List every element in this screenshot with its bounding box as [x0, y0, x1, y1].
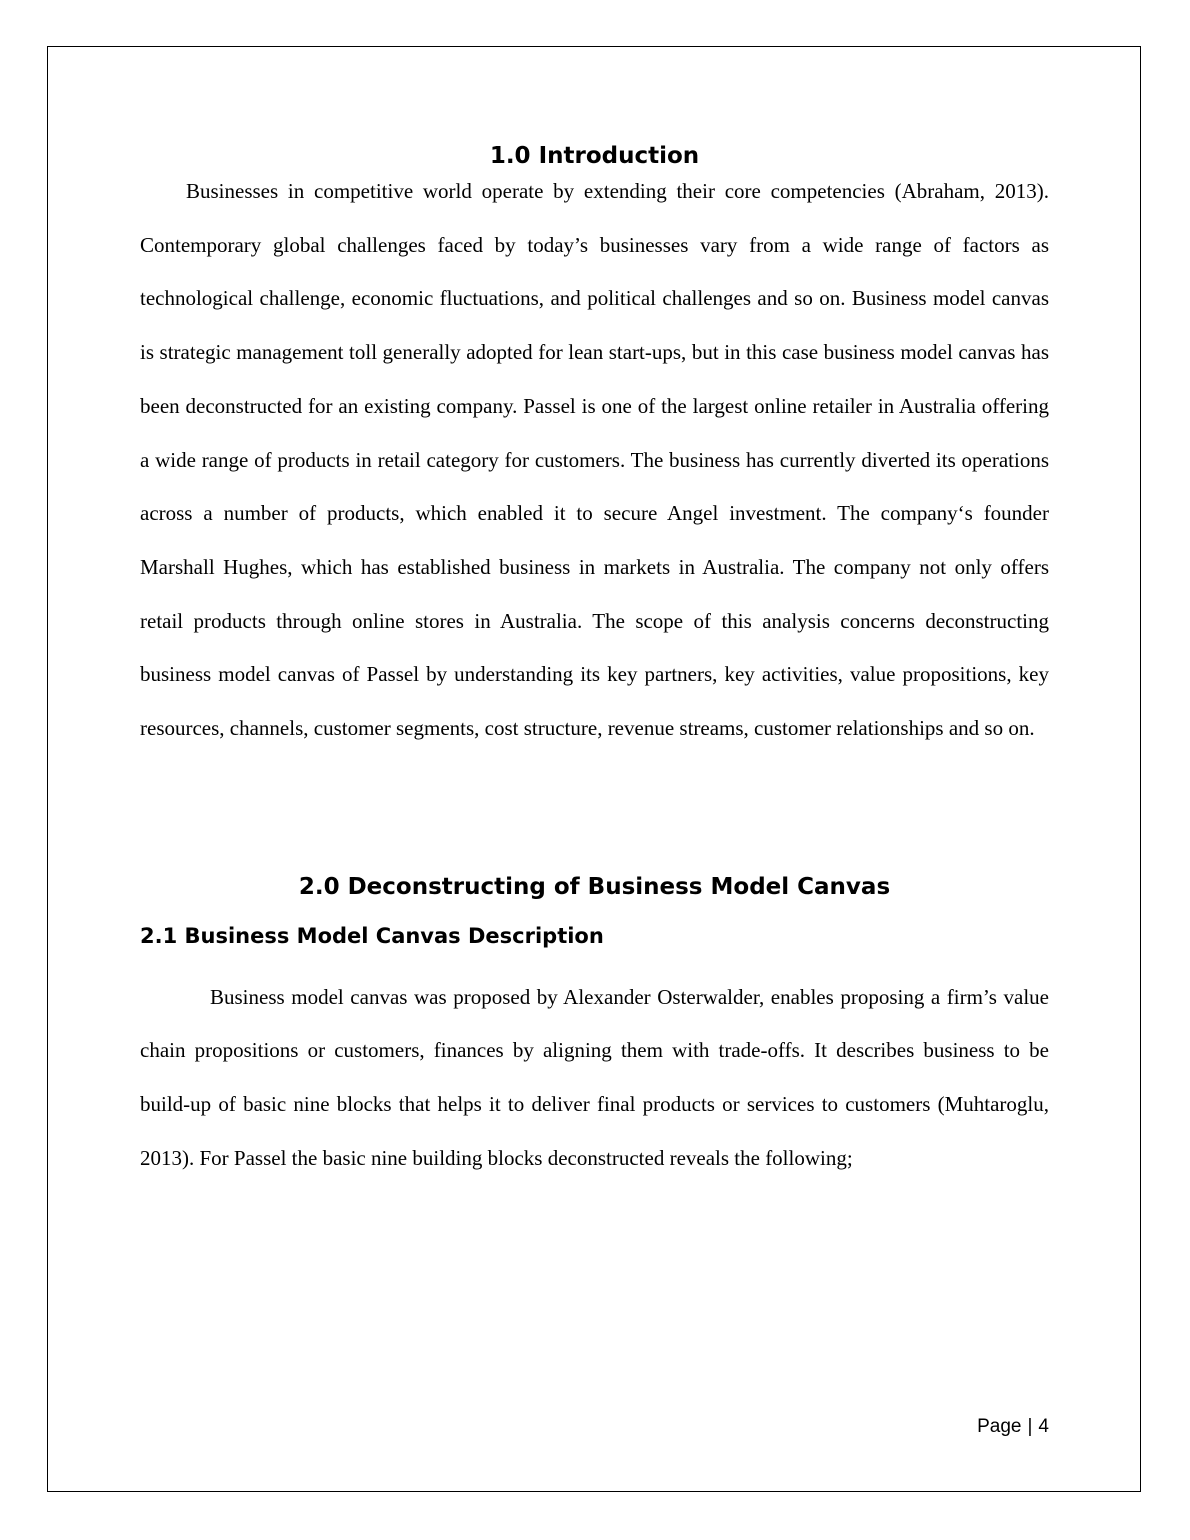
page-separator: |: [1027, 1416, 1033, 1437]
page-number: 4: [1038, 1416, 1049, 1437]
introduction-paragraph: Businesses in competitive world operate by extending their core competencies (Abraham, 2013). Contemporary global challenges faced by today’s businesses vary from a wide range of factors as technological challenge, economic fluctuations, and political challenges and so on. Business model canvas is strategic management toll generally adopted for lean start-ups, but in this case business model canvas has been deconstructed for an existing company. Passel is one of the largest online retailer in Australia offering a wide range of products in retail category for customers. The business has currently diverted its operations across a number of products, which enabled it to secure Angel investment. The company‘s founder Marshall Hughes, which has established business in markets in Australia. The company not only offers retail products through online stores in Australia. The scope of this analysis concerns deconstructing business model canvas of Passel by understanding its key partners, key activities, value propositions, key resources, channels, customer segments, cost structure, revenue streams, customer relationships and so on.: [140, 179, 1049, 741]
description-paragraph: Business model canvas was proposed by Alexander Osterwalder, enables proposing a firm’s value chain propositions or customers, finances by aligning them with trade-offs. It describes business to be build-up of basic nine blocks that helps it to deliver final products or services to customers (Muhtaroglu, 2013). For Passel the basic nine building blocks deconstructed reveals the following;: [140, 984, 1049, 1170]
section-heading-deconstructing: 2.0 Deconstructing of Business Model Canvas: [298, 873, 891, 900]
page-footer: [977, 1413, 1049, 1441]
subsection-heading-description: 2.1 Business Model Canvas Description: [140, 923, 604, 948]
page-content: [140, 140, 1049, 1186]
section-heading-introduction: 1.0 Introduction: [489, 143, 700, 169]
page-label: Page: [977, 1416, 1022, 1437]
